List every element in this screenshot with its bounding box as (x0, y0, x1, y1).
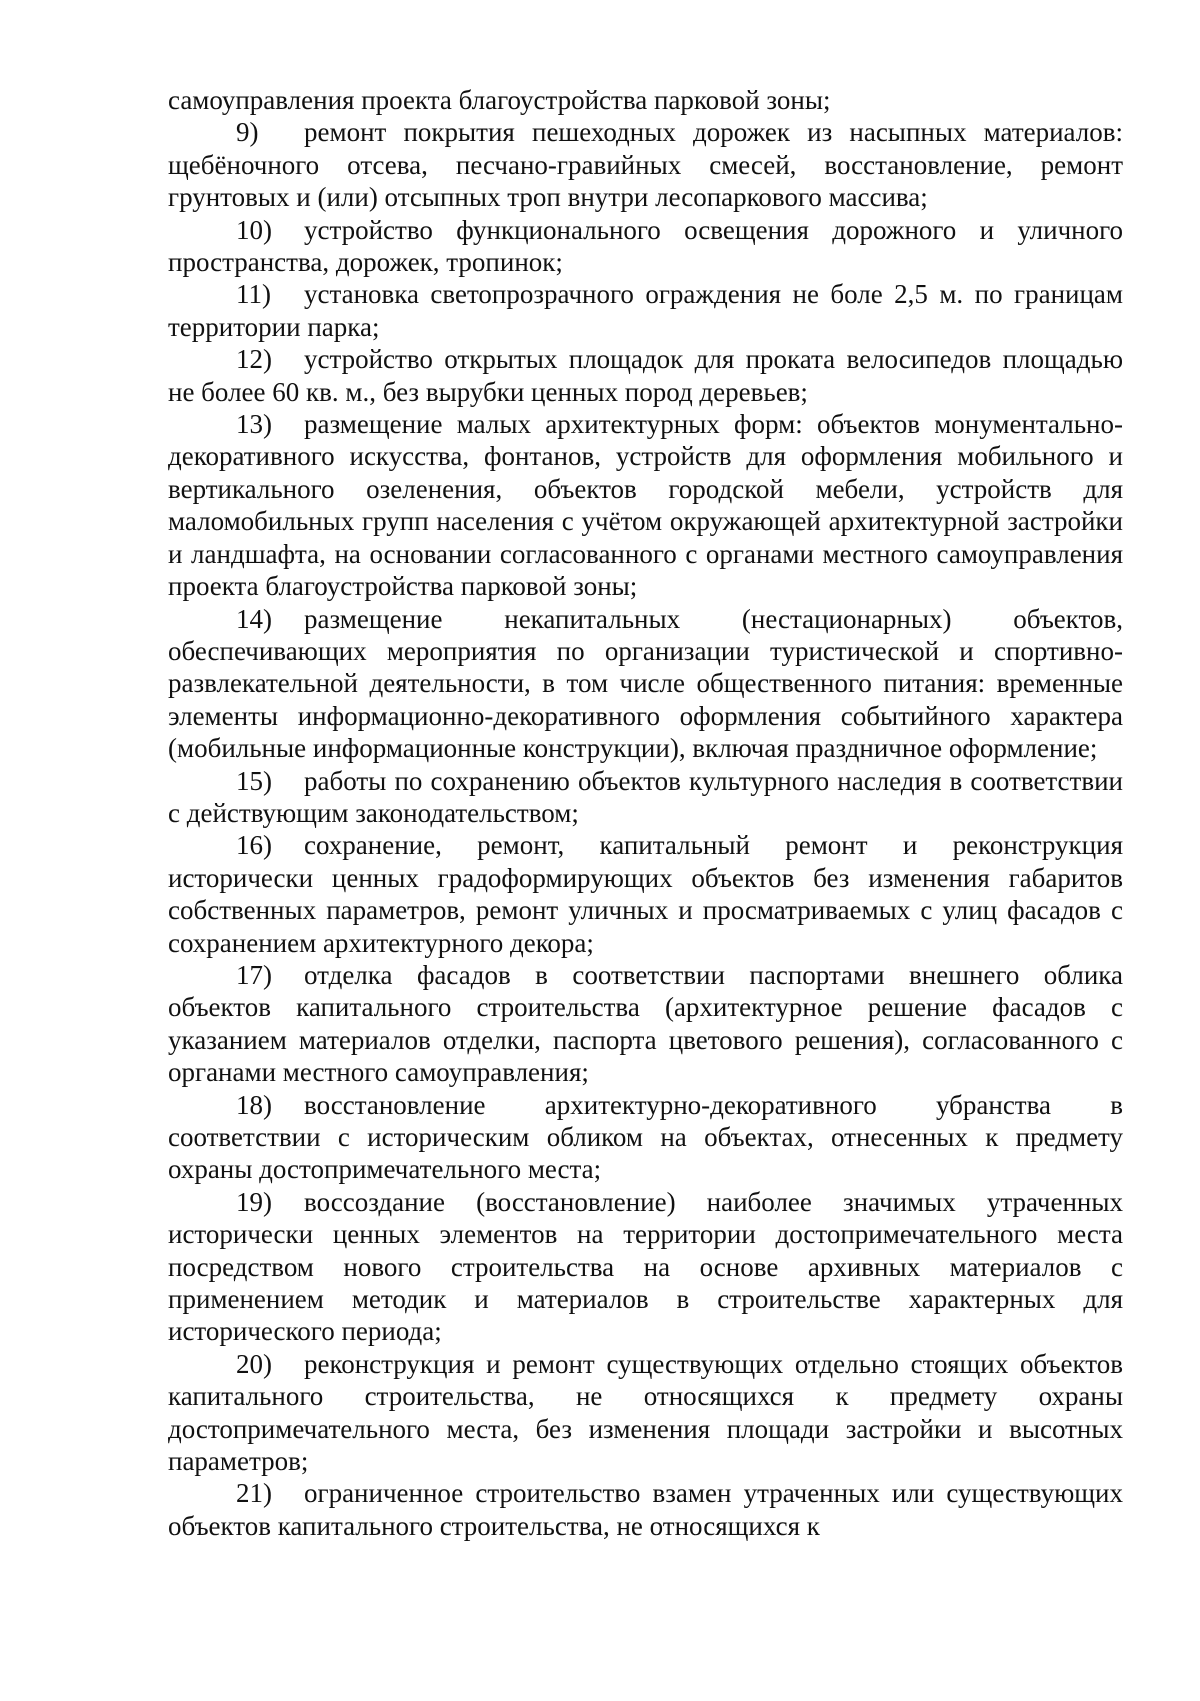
item-number: 18) (236, 1089, 272, 1120)
item-text: устройство открытых площадок для проката велосипедов площадью не более 60 кв. м., без вырубки ценных пород деревьев; (168, 344, 1123, 407)
item-number: 19) (236, 1186, 272, 1217)
item-number: 9) (236, 117, 259, 148)
list-item-13 (168, 408, 1123, 602)
item-text: размещение некапитальных (нестационарных) объектов, обеспечивающих мероприятия по организации туристической и спортивно-развлекательной деятельности, в том числе общественного питания: временные элементы информационно-декоративного оформления событийного характера (мобильные информационные конструкции), включая праздничное оформление; (168, 603, 1123, 764)
lead-text: самоуправления проекта благоустройства парковой зоны; (168, 85, 831, 115)
item-number: 17) (236, 959, 272, 990)
item-text: ремонт покрытия пешеходных дорожек из насыпных материалов: щебёночного отсева, песчано-гравийных смесей, восстановление, ремонт грунтовых и (или) отсыпных троп внутри лесопаркового массива; (168, 117, 1123, 213)
list-item-9 (168, 116, 1123, 213)
item-text: ограниченное строительство взамен утраченных или существующих объектов капитального строительства, не относящихся к (168, 1478, 1123, 1541)
list-item-17 (168, 959, 1123, 1089)
lead-paragraph (168, 84, 1123, 116)
item-text: сохранение, ремонт, капитальный ремонт и реконструкция исторически ценных градоформирующих объектов без изменения габаритов собственных параметров, ремонт уличных и просматриваемых с улиц фасадов с сохранением архитектурного декора; (168, 830, 1123, 958)
list-item-20 (168, 1348, 1123, 1478)
item-number: 21) (236, 1478, 272, 1509)
item-number: 13) (236, 409, 272, 440)
list-item-15 (168, 765, 1123, 830)
item-number: 20) (236, 1348, 272, 1379)
list-item-14 (168, 603, 1123, 765)
item-number: 16) (236, 830, 272, 861)
list-item-11 (168, 278, 1123, 343)
list-item-16 (168, 829, 1123, 959)
item-text: восстановление архитектурно-декоративного убранства в соответствии с историческим обликом на объектах, отнесенных к предмету охраны достопримечательного места; (168, 1089, 1123, 1185)
item-text: воссоздание (восстановление) наиболее значимых утраченных исторически ценных элементов на территории достопримечательного места посредством нового строительства на основе архивных материалов с применением методик и материалов в строительстве характерных для исторического периода; (168, 1186, 1123, 1347)
item-number: 11) (236, 279, 271, 310)
document-page (168, 84, 1123, 1542)
list-item-10 (168, 214, 1123, 279)
item-text: отделка фасадов в соответствии паспортами внешнего облика объектов капитального строительства (архитектурное решение фасадов с указанием материалов отделки, паспорта цветового решения), согласованного с органами местного самоуправления; (168, 959, 1123, 1088)
item-text: работы по сохранению объектов культурного наследия в соответствии с действующим законодательством; (168, 765, 1123, 828)
list-item-12 (168, 343, 1123, 408)
item-number: 10) (236, 214, 272, 245)
item-text: реконструкция и ремонт существующих отдельно стоящих объектов капитального строительства, не относящихся к предмету охраны достопримечательного места, без изменения площади застройки и высотных параметров; (168, 1348, 1123, 1477)
list-item-18 (168, 1089, 1123, 1186)
list-item-19 (168, 1186, 1123, 1348)
item-text: размещение малых архитектурных форм: объектов монументально-декоративного искусства, фонтанов, устройств для оформления мобильного и вертикального озеленения, объектов городской мебели, устройств для маломобильных групп населения с учётом окружающей архитектурной застройки и ландшафта, на основании согласованного с органами местного самоуправления проекта благоустройства парковой зоны; (168, 409, 1123, 602)
item-number: 14) (236, 603, 272, 634)
list-item-21 (168, 1477, 1123, 1542)
item-text: установка светопрозрачного ограждения не боле 2,5 м. по границам территории парка; (168, 279, 1123, 342)
item-text: устройство функционального освещения дорожного и уличного пространства, дорожек, тропинок; (168, 214, 1123, 278)
item-number: 15) (236, 765, 272, 796)
item-number: 12) (236, 344, 272, 375)
